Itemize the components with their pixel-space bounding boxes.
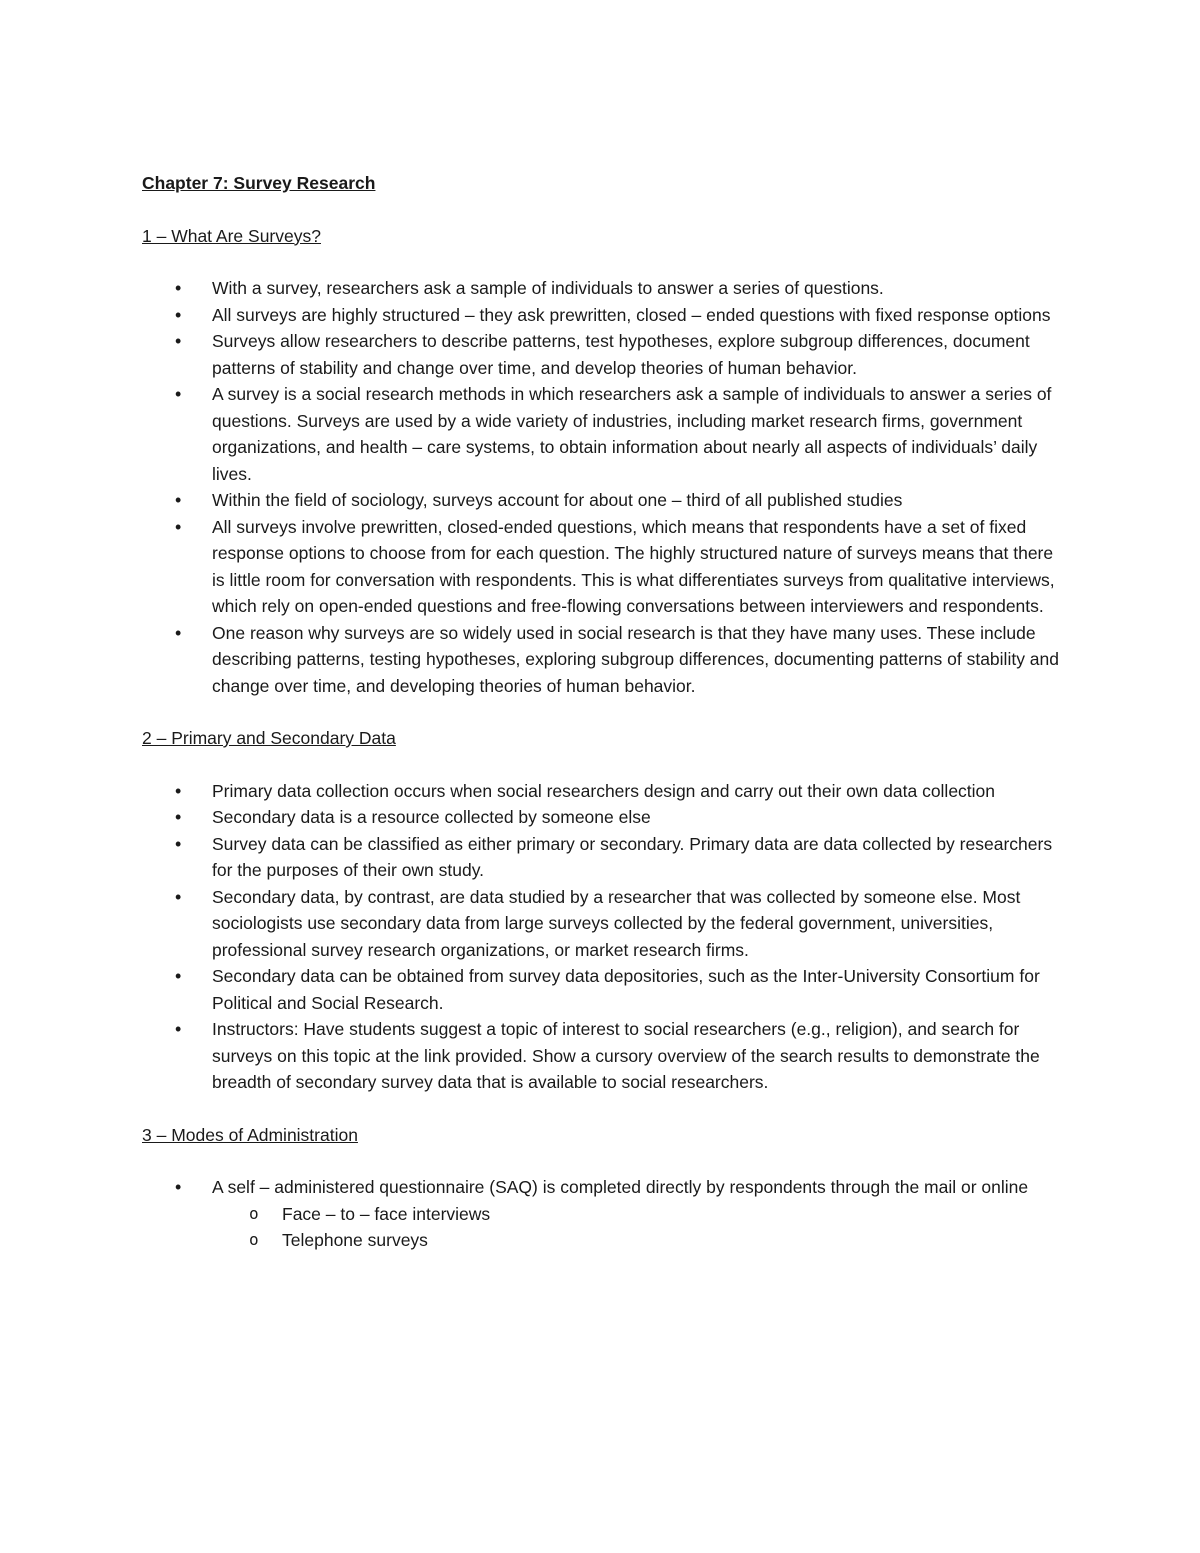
list-item: • A self – administered questionnaire (SAQ) is completed directly by respondents through the mail or online [142, 1174, 1062, 1201]
list-item: • All surveys are highly structured – they ask prewritten, closed – ended questions with fixed response options [142, 302, 1062, 329]
sub-list-item-text: Face – to – face interviews [282, 1203, 491, 1224]
document-body [142, 170, 1062, 1254]
list-item: • Secondary data is a resource collected by someone else [142, 804, 1062, 831]
list-item: • Survey data can be classified as either primary or secondary. Primary data are data collected by researchers for the purposes of their own study. [142, 831, 1062, 884]
bullet-list [142, 1174, 1062, 1201]
sub-list-item-text: Telephone surveys [282, 1230, 428, 1250]
list-item: • One reason why surveys are so widely used in social research is that they have many uses. These include describing patterns, testing hypotheses, exploring subgroup differences, documenting patterns of stability and change over time, and developing theories of human behavior. [142, 620, 1062, 700]
section-heading: 1 – What Are Surveys? [142, 225, 321, 246]
sub-bullet-list [142, 1201, 1062, 1254]
sub-bullet-marker: o [249, 1203, 259, 1223]
chapter-title: Chapter 7: Survey Research [142, 173, 376, 193]
section-heading: 2 – Primary and Secondary Data [142, 728, 396, 748]
list-item: • Primary data collection occurs when social researchers design and carry out their own data collection [142, 778, 1062, 805]
list-item: • Surveys allow researchers to describe patterns, test hypotheses, explore subgroup differences, document patterns of stability and change over time, and develop theories of human behavior. [142, 328, 1062, 381]
bullet-list [142, 275, 1062, 699]
list-item: • With a survey, researchers ask a sample of individuals to answer a series of questions. [142, 275, 1062, 302]
list-item: • Secondary data, by contrast, are data studied by a researcher that was collected by someone else. Most sociologists use secondary data from large surveys collected by the federal government, universities, professional survey research organizations, or market research firms. [142, 884, 1062, 964]
list-item: • Within the field of sociology, surveys account for about one – third of all published studies [142, 487, 1062, 514]
sub-bullet-marker: o [249, 1230, 259, 1249]
bullet-list [142, 778, 1062, 1096]
list-item: • All surveys involve prewritten, closed-ended questions, which means that respondents have a set of fixed response options to choose from for each question. The highly structured nature of surveys means that there is little room for conversation with respondents. This is what differentiates surveys from qualitative interviews, which rely on open-ended questions and free-flowing conversations between interviewers and respondents. [142, 514, 1062, 620]
section-heading: 3 – Modes of Administration [142, 1124, 358, 1145]
list-item: • A survey is a social research methods in which researchers ask a sample of individuals to answer a series of questions. Surveys are used by a wide variety of industries, including market research firms, government organizations, and health – care systems, to obtain information about nearly all aspects of individuals’ daily lives. [142, 381, 1062, 487]
sub-list-item [142, 1227, 1062, 1254]
list-item: • Secondary data can be obtained from survey data depositories, such as the Inter-University Consortium for Political and Social Research. [142, 963, 1062, 1016]
list-item: • Instructors: Have students suggest a topic of interest to social researchers (e.g., religion), and search for surveys on this topic at the link provided. Show a cursory overview of the search results to demonstrate the breadth of secondary survey data that is available to social researchers. [142, 1016, 1062, 1096]
sub-list-item [142, 1201, 1062, 1228]
